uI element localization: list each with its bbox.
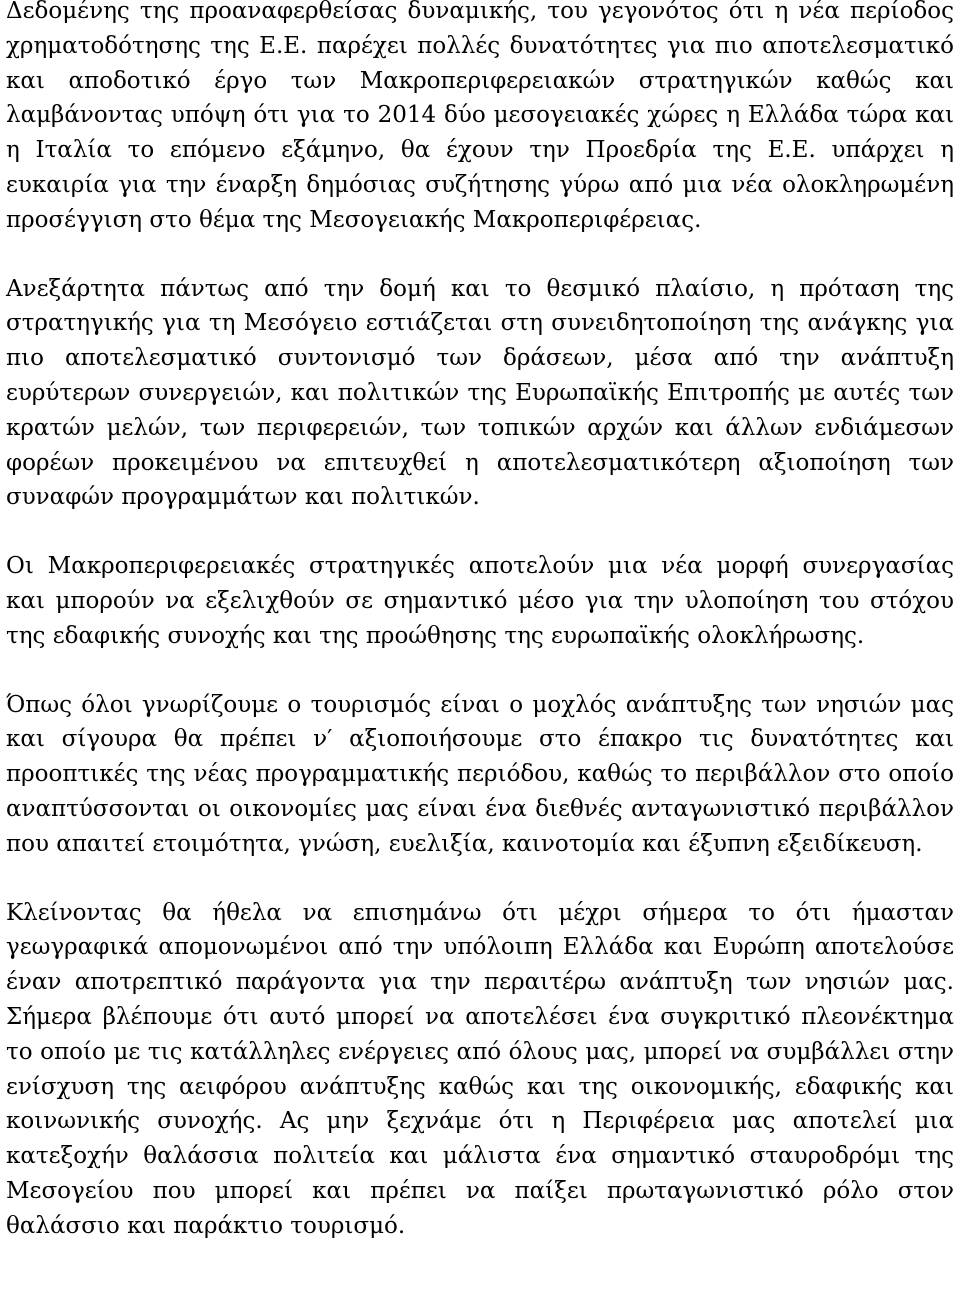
paragraph-tourism-development: Όπως όλοι γνωρίζουμε ο τουρισμός είναι ο μοχλός ανάπτυξης των νησιών μας και σίγουρα θα πρέπει ν′ αξιοποιήσουμε στο έπακρο τις δυνατότητες και προοπτικές της νέας προγραμματικής περιόδου, καθώς το περιβάλλον στο οποίο αναπτύσσονται οι οικονομίες μας είναι ένα διεθνές ανταγωνιστικό περιβάλλον που απαιτεί ετοιμότητα, γνώση, ευελιξία, καινοτομία και έξυπνη εξειδίκευση.	[6, 691, 954, 857]
paragraph-strategy-coordination: Ανεξάρτητα πάντως από την δομή και το θεσμικό πλαίσιο, η πρόταση της στρατηγικής για τη Μεσόγειο εστιάζεται στη συνειδητοποίηση της ανάγκης για πιο αποτελεσματικό συντονισμό των δράσεων, μέσα από την ανάπτυξη ευρύτερων συνεργειών, και πολιτικών της Ευρωπαϊκής Επιτροπής με αυτές των κρατών μελών, των περιφερειών, των τοπικών αρχών και άλλων ενδιάμεσων φορέων προκειμένου να επιτευχθεί η αποτελεσματικότερη αξιοποίηση των συναφών προγραμμάτων και πολιτικών.	[6, 275, 954, 511]
paragraph-mediterranean-presidency: Δεδομένης της προαναφερθείσας δυναμικής, του γεγονότος ότι η νέα περίοδος χρηματοδότησης της Ε.Ε. παρέχει πολλές δυνατότητες για πιο αποτελεσματικό και αποδοτικό έργο των Μακροπεριφερειακών στρατηγικών καθώς και λαμβάνοντας υπόψη ότι για το 2014 δύο μεσογειακές χώρες η Ελλάδα τώρα και η Ιταλία το επόμενο εξάμηνο, θα έχουν την Προεδρία της Ε.Ε. υπάρχει η ευκαιρία για την έναρξη δημόσιας συζήτησης γύρω από μια νέα ολοκληρωμένη προσέγγιση στο θέμα της Μεσογειακής Μακροπεριφέρειας.	[6, 0, 954, 233]
paragraph-macroregional-cooperation: Οι Μακροπεριφερειακές στρατηγικές αποτελούν μια νέα μορφή συνεργασίας και μπορούν να εξελιχθούν σε σημαντικό μέσο για την υλοποίηση του στόχου της εδαφικής συνοχής και της προώθησης της ευρωπαϊκής ολοκλήρωσης.	[6, 553, 954, 649]
document-page	[6, 0, 954, 1244]
paragraph-conclusion: Κλείνοντας θα ήθελα να επισημάνω ότι μέχρι σήμερα το ότι ήμασταν γεωγραφικά απομονωμένοι από την υπόλοιπη Ελλάδα και Ευρώπη αποτελούσε έναν αποτρεπτικό παράγοντα για την περαιτέρω ανάπτυξη των νησιών μας. Σήμερα βλέπουμε ότι αυτό μπορεί να αποτελέσει ένα συγκριτικό πλεονέκτημα το οποίο με τις κατάλληλες ενέργειες από όλους μας, μπορεί να συμβάλλει στην ενίσχυση της αειφόρου ανάπτυξης καθώς και της οικονομικής, εδαφικής και κοινωνικής συνοχής. Ας μην ξεχνάμε ότι η Περιφέρεια μας αποτελεί μια κατεξοχήν θαλάσσια πολιτεία και μάλιστα ένα σημαντικό σταυροδρόμι της Μεσογείου που μπορεί και πρέπει να παίξει πρωταγωνιστικό ρόλο στον θαλάσσιο και παράκτιο τουρισμό.	[6, 899, 954, 1239]
